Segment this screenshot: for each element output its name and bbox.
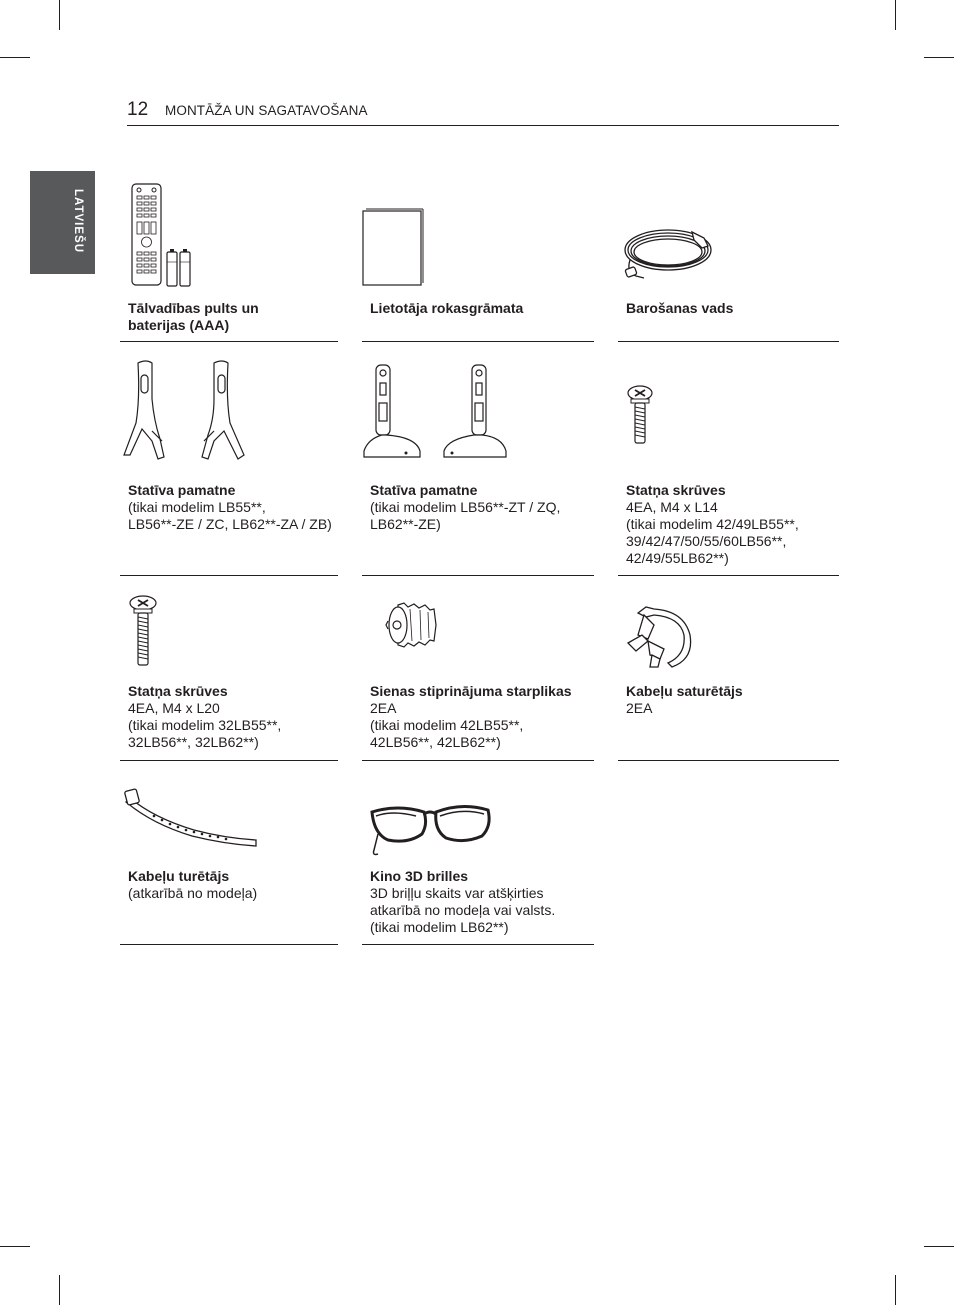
accessory-3d-glasses — [362, 760, 594, 945]
cable-tie-icon — [124, 788, 260, 850]
stand-base-icon — [362, 363, 512, 461]
screw-icon — [128, 595, 158, 667]
page-header — [127, 97, 839, 126]
power-cord-icon — [622, 222, 716, 282]
crop-mark — [924, 57, 954, 58]
item-title: Kabeļu saturētājs — [626, 683, 743, 699]
page-title: MONTĀŽA UN SAGATAVOŠANA — [165, 103, 368, 118]
item-description: (tikai modelim LB56**-ZT / ZQ, LB62**-ZE) — [370, 499, 561, 532]
accessory-wall-spacers — [362, 575, 594, 761]
accessory-power-cord — [618, 160, 839, 342]
manual-book-icon — [362, 208, 426, 288]
remote-battery-icon — [130, 182, 196, 288]
item-title: Barošanas vads — [626, 300, 734, 316]
item-caption — [370, 683, 592, 751]
accessory-stand-base-2 — [362, 341, 594, 576]
item-title: Kino 3D brilles — [370, 868, 469, 884]
item-description: 4EA, M4 x L14 (tikai modelim 42/49LB55**, 39/42/47/50/55/60LB56**, 42/49/55LB62**) — [626, 499, 799, 566]
3d-glasses-icon — [368, 800, 494, 860]
item-description: 2EA (tikai modelim 42LB55**, 42LB56**, 42LB62**) — [370, 700, 524, 750]
cable-holder-icon — [624, 605, 700, 671]
crop-mark — [924, 1246, 954, 1247]
item-caption — [626, 300, 836, 317]
item-caption — [370, 300, 590, 317]
accessory-remote — [120, 160, 338, 342]
item-caption — [370, 868, 592, 936]
accessory-manual — [362, 160, 594, 342]
language-tab-label: LATVIEŠU — [72, 189, 84, 254]
item-caption — [626, 683, 836, 717]
item-title: Statņa skrūves — [128, 683, 228, 699]
accessory-stand-screws-long — [120, 575, 338, 761]
spacer-icon — [384, 601, 440, 649]
item-description: 4EA, M4 x L20 (tikai modelim 32LB55**, 32LB56**, 32LB62**) — [128, 700, 282, 750]
item-title: Sienas stiprinājuma starplikas — [370, 683, 572, 699]
item-description: (tikai modelim LB55**, LB56**-ZE / ZC, LB62**-ZA / ZB) — [128, 499, 332, 532]
item-caption — [626, 482, 838, 567]
crop-mark — [59, 0, 60, 30]
item-title: Tālvadības pults un baterijas (AAA) — [128, 300, 259, 333]
crop-mark — [0, 1246, 30, 1247]
item-title: Statīva pamatne — [370, 482, 478, 498]
item-description: 3D briļļu skaits var atšķirties atkarībā no modeļa vai valsts. (tikai modelim LB62**) — [370, 885, 556, 935]
item-caption — [128, 683, 338, 751]
accessory-stand-base-1 — [120, 341, 338, 576]
accessory-cable-tie — [120, 760, 338, 945]
language-tab — [30, 171, 95, 274]
item-caption — [128, 868, 338, 902]
item-title: Lietotāja rokasgrāmata — [370, 300, 524, 316]
screw-icon — [626, 385, 654, 445]
accessory-cable-holder — [618, 575, 839, 761]
accessory-stand-screws-short — [618, 341, 839, 576]
page-number: 12 — [127, 99, 149, 120]
crop-mark — [895, 1275, 896, 1305]
item-caption — [128, 300, 333, 334]
item-caption — [128, 482, 338, 533]
item-caption — [370, 482, 592, 533]
stand-base-icon — [122, 359, 250, 463]
crop-mark — [59, 1275, 60, 1305]
crop-mark — [0, 57, 30, 58]
item-title: Kabeļu turētājs — [128, 868, 230, 884]
item-title: Statņa skrūves — [626, 482, 726, 498]
crop-mark — [895, 0, 896, 30]
item-title: Statīva pamatne — [128, 482, 236, 498]
item-description: (atkarībā no modeļa) — [128, 885, 258, 901]
item-description: 2EA — [626, 700, 653, 716]
